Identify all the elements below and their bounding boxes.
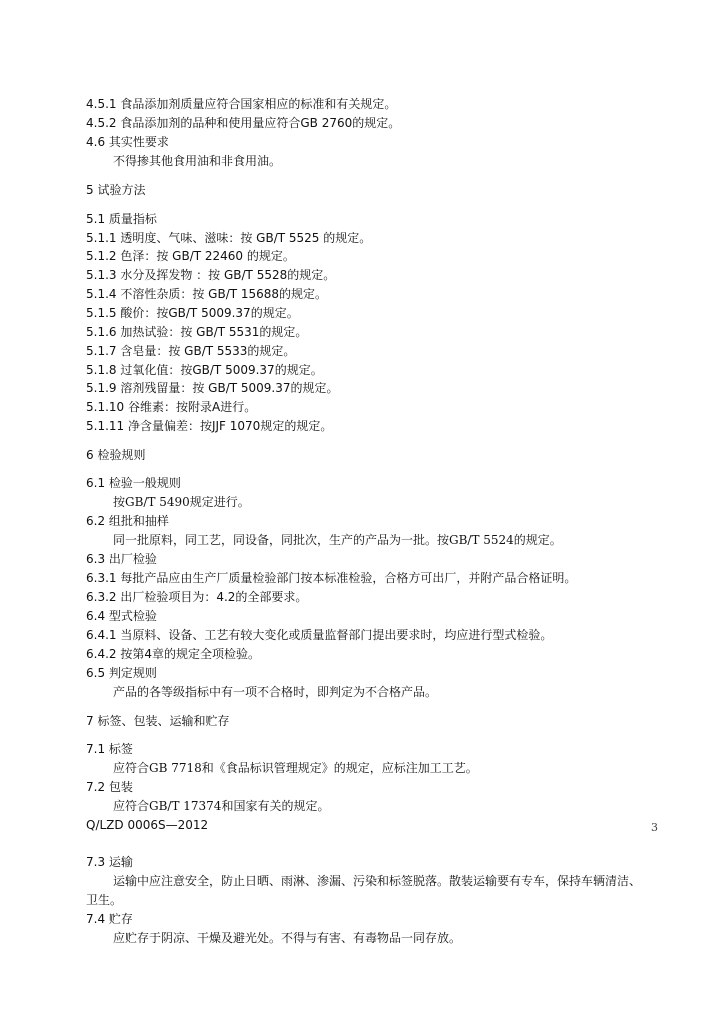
paragraph-7-4: 应贮存于阴凉、干燥及避光处。不得与有害、有毒物品一同存放。 bbox=[113, 931, 462, 945]
paragraph-7-1: 应符合GB 7718和《食品标识管理规定》的规定，应标注加工工艺。 bbox=[113, 761, 478, 775]
line-5-1-1: 5.1.1 透明度、气味、滋味：按 GB/T 5525 的规定。 bbox=[86, 231, 372, 245]
heading-4-6: 4.6 其实性要求 bbox=[86, 135, 169, 149]
page-number: 3 bbox=[651, 821, 658, 834]
paragraph-6-5: 产品的各等级指标中有一项不合格时，即判定为不合格产品。 bbox=[113, 685, 438, 699]
heading-7-1: 7.1 标签 bbox=[86, 742, 133, 756]
paragraph-6-2: 同一批原料，同工艺，同设备，同批次，生产的产品为一批。按GB/T 5524的规定。 bbox=[113, 533, 562, 547]
line-5-1-9: 5.1.9 溶剂残留量：按 GB/T 5009.37的规定。 bbox=[86, 381, 339, 395]
heading-6-4: 6.4 型式检验 bbox=[86, 609, 157, 623]
line-5-1-11: 5.1.11 净含量偏差：按JJF 1070规定的规定。 bbox=[86, 419, 333, 433]
line-5-1-10: 5.1.10 谷维素：按附录A进行。 bbox=[86, 400, 257, 414]
heading-6: 6 检验规则 bbox=[86, 448, 146, 462]
heading-6-5: 6.5 判定规则 bbox=[86, 666, 157, 680]
paragraph-6-1: 按GB/T 5490规定进行。 bbox=[113, 495, 250, 509]
paragraph-7-3-line-2: 卫生。 bbox=[86, 893, 123, 907]
paragraph-7-3-line-1: 运输中应注意安全，防止日晒、雨淋、渗漏、污染和标签脱落。散装运输要有专车，保持车辆清洁、 bbox=[113, 874, 642, 888]
heading-7-2: 7.2 包装 bbox=[86, 780, 133, 794]
heading-6-3: 6.3 出厂检验 bbox=[86, 552, 157, 566]
line-6-4-2: 6.4.2 按第4章的规定全项检验。 bbox=[86, 647, 260, 661]
paragraph-4-6: 不得掺其他食用油和非食用油。 bbox=[113, 154, 282, 168]
line-5-1-7: 5.1.7 含皂量：按 GB/T 5533的规定。 bbox=[86, 344, 296, 358]
paragraph-7-2: 应符合GB/T 17374和国家有关的规定。 bbox=[113, 799, 330, 813]
heading-7-3: 7.3 运输 bbox=[86, 855, 133, 869]
line-5-1-2: 5.1.2 色泽：按 GB/T 22460 的规定。 bbox=[86, 249, 295, 263]
line-4-5-2: 4.5.2 食品添加剂的品种和使用量应符合GB 2760的规定。 bbox=[86, 116, 401, 130]
heading-6-2: 6.2 组批和抽样 bbox=[86, 514, 169, 528]
line-5-1-5: 5.1.5 酸价：按GB/T 5009.37的规定。 bbox=[86, 306, 299, 320]
line-5-1-3: 5.1.3 水分及挥发物 ：按 GB/T 5528的规定。 bbox=[86, 268, 336, 282]
line-4-5-1: 4.5.1 食品添加剂质量应符合国家相应的标准和有关规定。 bbox=[86, 97, 397, 111]
heading-6-1: 6.1 检验一般规则 bbox=[86, 476, 181, 490]
heading-5: 5 试验方法 bbox=[86, 183, 146, 197]
line-5-1-4: 5.1.4 不溶性杂质：按 GB/T 15688的规定。 bbox=[86, 287, 328, 301]
line-6-3-1: 6.3.1 每批产品应由生产厂质量检验部门按本标准检验，合格方可出厂，并附产品合格证明。 bbox=[86, 571, 577, 585]
heading-7: 7 标签、包装、运输和贮存 bbox=[86, 714, 230, 728]
document-code-footer: Q/LZD 0006S—2012 bbox=[86, 818, 209, 832]
line-6-3-2: 6.3.2 出厂检验项目为：4.2的全部要求。 bbox=[86, 590, 308, 604]
line-6-4-1: 6.4.1 当原料、设备、工艺有较大变化或质量监督部门提出要求时，均应进行型式检验。 bbox=[86, 628, 553, 642]
line-5-1-6: 5.1.6 加热试验：按 GB/T 5531的规定。 bbox=[86, 325, 308, 339]
line-5-1-8: 5.1.8 过氧化值：按GB/T 5009.37的规定。 bbox=[86, 363, 323, 377]
heading-5-1: 5.1 质量指标 bbox=[86, 212, 157, 226]
heading-7-4: 7.4 贮存 bbox=[86, 912, 133, 926]
